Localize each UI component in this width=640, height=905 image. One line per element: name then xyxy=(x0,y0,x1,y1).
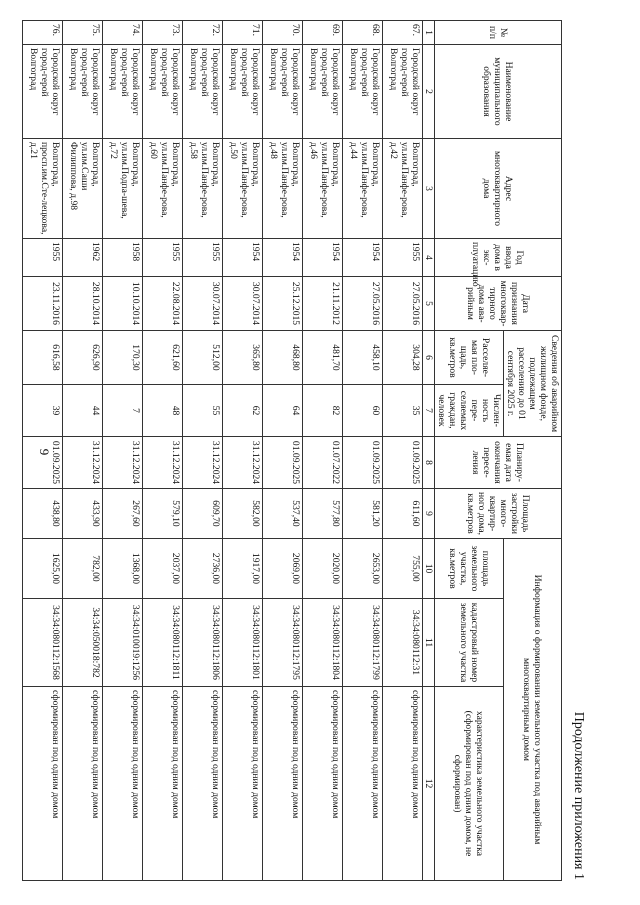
row-address: Волгоград, ул.им.Панфе-рова, д.46 xyxy=(302,139,342,239)
row-characteristic: сформирован под одним домом xyxy=(142,687,182,881)
table-row xyxy=(262,21,302,881)
row-characteristic: сформирован под одним домом xyxy=(102,687,142,881)
row-recognition-date: 22.08.2014 xyxy=(142,277,182,331)
row-cadastral: 34:34:080112:1799 xyxy=(342,599,382,687)
row-residents: 39 xyxy=(22,385,62,437)
row-cadastral: 34:34:080112:1811 xyxy=(142,599,182,687)
table-row xyxy=(142,21,182,881)
row-building-area: 582,00 xyxy=(222,489,262,539)
row-land-area: 1368,00 xyxy=(102,539,142,599)
row-address: Волгоград, просп.им.Сте-лецкова, д.21 xyxy=(22,139,62,239)
column-number: 2 xyxy=(422,45,434,139)
row-characteristic: сформирован под одним домом xyxy=(302,687,342,881)
column-number: 12 xyxy=(422,687,434,881)
row-characteristic: сформирован под одним домом xyxy=(262,687,302,881)
row-resettle-area: 621,60 xyxy=(142,331,182,385)
row-residents: 60 xyxy=(342,385,382,437)
row-cadastral: 34:34:080112:1801 xyxy=(222,599,262,687)
column-number: 3 xyxy=(422,139,434,239)
row-municipality: Городской округ город-герой Волгоград xyxy=(62,45,102,139)
row-municipality: Городской округ город-герой Волгоград xyxy=(342,45,382,139)
row-residents: 82 xyxy=(302,385,342,437)
row-municipality: Городской округ город-герой Волгоград xyxy=(22,45,62,139)
row-address: Волгоград, ул.им.Саши Филиппова, д.98 xyxy=(62,139,102,239)
row-municipality: Городской округ город-герой Волгоград xyxy=(142,45,182,139)
table-row xyxy=(222,21,262,881)
table-row xyxy=(302,21,342,881)
column-number: 6 xyxy=(422,331,434,385)
column-number: 7 xyxy=(422,385,434,437)
row-planned-end: 01.09.2025 xyxy=(22,437,62,489)
row-building-area: 537,40 xyxy=(262,489,302,539)
table-row xyxy=(382,21,422,881)
row-cadastral: 34:34:080112:1806 xyxy=(182,599,222,687)
row-land-area: 2020,00 xyxy=(302,539,342,599)
row-characteristic: сформирован под одним домом xyxy=(62,687,102,881)
row-land-area: 782,00 xyxy=(62,539,102,599)
row-year: 1955 xyxy=(142,239,182,277)
row-planned-end: 31.12.2024 xyxy=(182,437,222,489)
row-residents: 35 xyxy=(382,385,422,437)
row-planned-end: 01.09.2025 xyxy=(382,437,422,489)
row-recognition-date: 30.07.2014 xyxy=(182,277,222,331)
row-year: 1955 xyxy=(22,239,62,277)
row-number: 74. xyxy=(102,21,142,45)
column-number: 10 xyxy=(422,539,434,599)
row-municipality: Городской округ город-герой Волгоград xyxy=(102,45,142,139)
row-municipality: Городской округ город-герой Волгоград xyxy=(302,45,342,139)
row-building-area: 579,10 xyxy=(142,489,182,539)
row-planned-end: 31.12.2024 xyxy=(222,437,262,489)
row-land-area: 2653,00 xyxy=(342,539,382,599)
row-land-area: 755,00 xyxy=(382,539,422,599)
row-residents: 7 xyxy=(102,385,142,437)
row-planned-end: 31.12.2024 xyxy=(62,437,102,489)
row-land-area: 1625,00 xyxy=(22,539,62,599)
column-number: 11 xyxy=(422,599,434,687)
row-number: 72. xyxy=(182,21,222,45)
row-residents: 44 xyxy=(62,385,102,437)
column-number: 9 xyxy=(422,489,434,539)
row-year: 1962 xyxy=(62,239,102,277)
row-municipality: Городской округ город-герой Волгоград xyxy=(382,45,422,139)
header-year: Год ввода дома в экс-плуатацию xyxy=(434,239,561,277)
table-row xyxy=(62,21,102,881)
row-address: Волгоград, ул.им.Панфе-рова, д.60 xyxy=(142,139,182,239)
row-number: 71. xyxy=(222,21,262,45)
row-resettle-area: 304,28 xyxy=(382,331,422,385)
row-recognition-date: 30.07.2014 xyxy=(222,277,262,331)
row-number: 73. xyxy=(142,21,182,45)
row-recognition-date: 27.05.2016 xyxy=(342,277,382,331)
row-number: 75. xyxy=(62,21,102,45)
row-cadastral: 34:34:080112:1568 xyxy=(22,599,62,687)
row-building-area: 438,80 xyxy=(22,489,62,539)
row-number: 69. xyxy=(302,21,342,45)
column-number: 1 xyxy=(422,21,434,45)
row-address: Волгоград, ул.им.Панфе-рова, д.58 xyxy=(182,139,222,239)
row-resettle-area: 481,70 xyxy=(302,331,342,385)
header-municipality: Наименование муниципального образования xyxy=(434,45,561,139)
row-building-area: 267,60 xyxy=(102,489,142,539)
row-residents: 48 xyxy=(142,385,182,437)
row-number: 68. xyxy=(342,21,382,45)
row-recognition-date: 10.10.2014 xyxy=(102,277,142,331)
row-building-area: 433,90 xyxy=(62,489,102,539)
row-characteristic: сформирован под одним домом xyxy=(342,687,382,881)
header-group-land: Информация о формировании земельного участка под аварийным многоквартирным домом xyxy=(503,539,561,881)
row-planned-end: 01.09.2025 xyxy=(342,437,382,489)
page-number: 9 xyxy=(37,448,52,456)
row-recognition-date: 25.12.2015 xyxy=(262,277,302,331)
table-row xyxy=(342,21,382,881)
row-address: Волгоград, ул.им.Панфе-рова, д.48 xyxy=(262,139,302,239)
row-cadastral: 34:34:080112:1795 xyxy=(262,599,302,687)
row-planned-end: 01.09.2025 xyxy=(262,437,302,489)
header-address: Адрес многоквартирного дома xyxy=(434,139,561,239)
header-cadastral: кадастровый номер земельного участка xyxy=(434,599,503,687)
row-cadastral: 34:34:050018:782 xyxy=(62,599,102,687)
header-land-area: площадь земельного участка, кв.метров xyxy=(434,539,503,599)
row-address: Волгоград, ул.им.Панфе-рова, д.50 xyxy=(222,139,262,239)
row-building-area: 609,70 xyxy=(182,489,222,539)
row-recognition-date: 27.05.2016 xyxy=(382,277,422,331)
row-recognition-date: 28.10.2014 xyxy=(62,277,102,331)
row-building-area: 581,20 xyxy=(342,489,382,539)
row-year: 1958 xyxy=(102,239,142,277)
emergency-housing-table xyxy=(22,20,562,881)
row-cadastral: 34:34:010019:1256 xyxy=(102,599,142,687)
continuation-title: Продолжение приложения 1 xyxy=(571,711,586,880)
row-resettle-area: 170,30 xyxy=(102,331,142,385)
row-cadastral: 34:34:080112:31 xyxy=(382,599,422,687)
column-number: 8 xyxy=(422,437,434,489)
row-year: 1955 xyxy=(382,239,422,277)
row-resettle-area: 626,90 xyxy=(62,331,102,385)
row-resettle-area: 468,80 xyxy=(262,331,302,385)
table-row xyxy=(22,21,62,881)
header-characteristic: характеристика земельного участка (сформирован под одним домом, не сформирован) xyxy=(434,687,503,881)
table-row xyxy=(102,21,142,881)
row-resettle-area: 616,58 xyxy=(22,331,62,385)
row-characteristic: сформирован под одним домом xyxy=(382,687,422,881)
row-residents: 62 xyxy=(222,385,262,437)
column-number: 5 xyxy=(422,277,434,331)
row-characteristic: сформирован под одним домом xyxy=(22,687,62,881)
row-year: 1954 xyxy=(262,239,302,277)
row-characteristic: сформирован под одним домом xyxy=(222,687,262,881)
header-planned-end: Планиру-емая дата окончания пересе-ления xyxy=(434,437,561,489)
row-resettle-area: 458,10 xyxy=(342,331,382,385)
header-recognition-date: Дата признания многоквар-тирного дома ава-рийным xyxy=(434,277,561,331)
row-year: 1955 xyxy=(182,239,222,277)
header-group-emergency: Сведения об аварийном жилищном фонде, подлежащем расселению до 01 сентября 2025 г. xyxy=(503,331,561,437)
row-recognition-date: 23.11.2016 xyxy=(22,277,62,331)
row-address: Волгоград, ул.им.Подпа-шева, д.72 xyxy=(102,139,142,239)
row-building-area: 611,60 xyxy=(382,489,422,539)
row-land-area: 2069,00 xyxy=(262,539,302,599)
row-land-area: 1917,00 xyxy=(222,539,262,599)
rotated-page xyxy=(27,20,590,880)
row-residents: 64 xyxy=(262,385,302,437)
row-building-area: 577,80 xyxy=(302,489,342,539)
row-year: 1954 xyxy=(222,239,262,277)
table-row xyxy=(182,21,222,881)
column-number-row xyxy=(422,21,434,881)
row-municipality: Городской округ город-герой Волгоград xyxy=(222,45,262,139)
header-residents: Числен-ность пере-селяемых граждан, человек xyxy=(434,385,503,437)
row-land-area: 2037,00 xyxy=(142,539,182,599)
header-area-resettle: Расселяе-мая пло-щадь, кв.метров xyxy=(434,331,503,385)
row-number: 76. xyxy=(22,21,62,45)
row-address: Волгоград, ул.им.Панфе-рова, д.44 xyxy=(342,139,382,239)
row-address: Волгоград, ул.им.Панфе-рова, д.42 xyxy=(382,139,422,239)
row-year: 1954 xyxy=(302,239,342,277)
row-number: 67. xyxy=(382,21,422,45)
row-resettle-area: 365,80 xyxy=(222,331,262,385)
row-municipality: Городской округ город-герой Волгоград xyxy=(262,45,302,139)
row-land-area: 2736,00 xyxy=(182,539,222,599)
row-number: 70. xyxy=(262,21,302,45)
column-number: 4 xyxy=(422,239,434,277)
row-residents: 55 xyxy=(182,385,222,437)
row-characteristic: сформирован под одним домом xyxy=(182,687,222,881)
row-cadastral: 34:34:080112:1804 xyxy=(302,599,342,687)
row-planned-end: 31.12.2024 xyxy=(102,437,142,489)
header-num: № п/п xyxy=(434,21,561,45)
document-sheet xyxy=(27,20,590,880)
row-year: 1954 xyxy=(342,239,382,277)
row-planned-end: 01.07.2022 xyxy=(302,437,342,489)
row-planned-end: 31.12.2024 xyxy=(142,437,182,489)
header-building-area: Площадь застройки много-квартир-ного дома, кв.метров xyxy=(434,489,561,539)
row-resettle-area: 512,00 xyxy=(182,331,222,385)
row-recognition-date: 21.11.2012 xyxy=(302,277,342,331)
row-municipality: Городской округ город-герой Волгоград xyxy=(182,45,222,139)
